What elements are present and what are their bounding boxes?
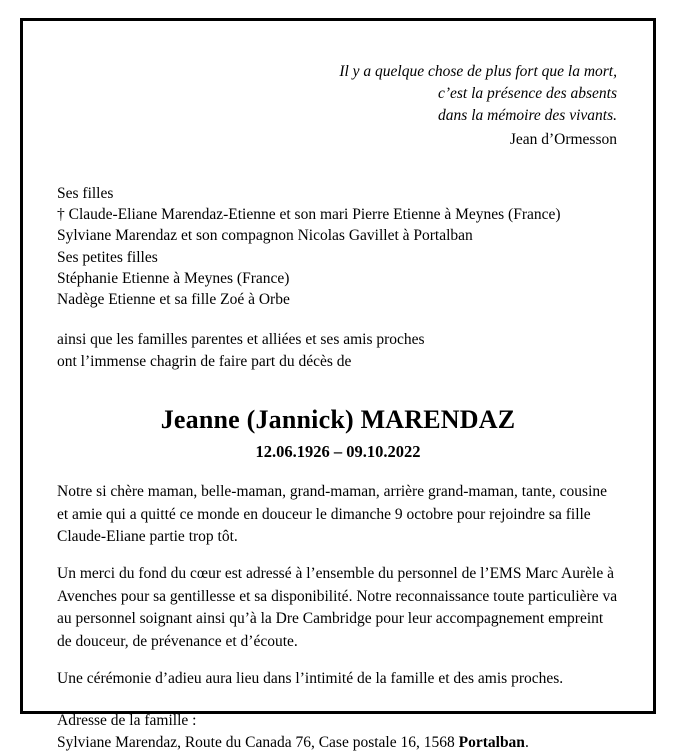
- deceased-dates: 12.06.1926 – 09.10.2022: [255, 442, 421, 462]
- family-line: Stéphanie Etienne à Meynes (France): [57, 269, 290, 287]
- announcement-line: ainsi que les familles parentes et alliées et ses amis proches: [57, 331, 425, 349]
- deceased-name: Jeanne (Jannick) MARENDAZ: [160, 404, 516, 434]
- family-line: † Claude-Eliane Marendaz-Etienne et son mari Pierre Etienne à Meynes (France): [57, 206, 561, 224]
- deceased-block: [57, 404, 619, 462]
- epigraph-author: Jean d’Ormesson: [509, 131, 617, 148]
- notice-frame: [20, 18, 656, 751]
- address-locality: Portalban: [458, 733, 525, 751]
- announcement: [57, 329, 619, 371]
- family-list: [57, 183, 619, 310]
- body-paragraph: Un merci du fond du cœur est adressé à l’ensemble du personnel de l’EMS Marc Aurèle à Avenches pour sa gentillesse et sa disponibilité. Notre reconnaissance toute particulière va au personnel soignant ainsi qu’à la Dre Cambridge pour leur accompagnement empreint de douceur, de prévenance et d’écoute.: [57, 565, 618, 650]
- epigraph: [57, 61, 617, 151]
- address-label: Adresse de la famille :: [57, 711, 197, 729]
- family-line: Nadège Etienne et sa fille Zoé à Orbe: [57, 291, 290, 309]
- announcement-line: ont l’immense chagrin de faire part du décès de: [57, 352, 352, 370]
- address-prefix: Sylviane Marendaz, Route du Canada 76, Case postale 16, 1568: [57, 733, 459, 751]
- body-text: [57, 481, 619, 691]
- family-line: Ses petites filles: [57, 248, 158, 266]
- body-paragraph: Notre si chère maman, belle-maman, grand-maman, arrière grand-maman, tante, cousine et amie qui a quitté ce monde en douceur le dimanche 9 octobre pour rejoindre sa fille Claude-Eliane partie trop tôt.: [57, 483, 608, 545]
- address-value: [57, 732, 619, 754]
- epigraph-line-2: c’est la présence des absents: [437, 85, 617, 102]
- body-paragraph: Une cérémonie d’adieu aura lieu dans l’intimité de la famille et des amis proches.: [57, 670, 564, 688]
- epigraph-line-1: Il y a quelque chose de plus fort que la mort,: [339, 63, 617, 80]
- epigraph-line-3: dans la mémoire des vivants.: [438, 107, 617, 124]
- family-line: Ses filles: [57, 185, 114, 202]
- family-line: Sylviane Marendaz et son compagnon Nicolas Gavillet à Portalban: [57, 227, 473, 245]
- address-suffix: .: [524, 733, 529, 751]
